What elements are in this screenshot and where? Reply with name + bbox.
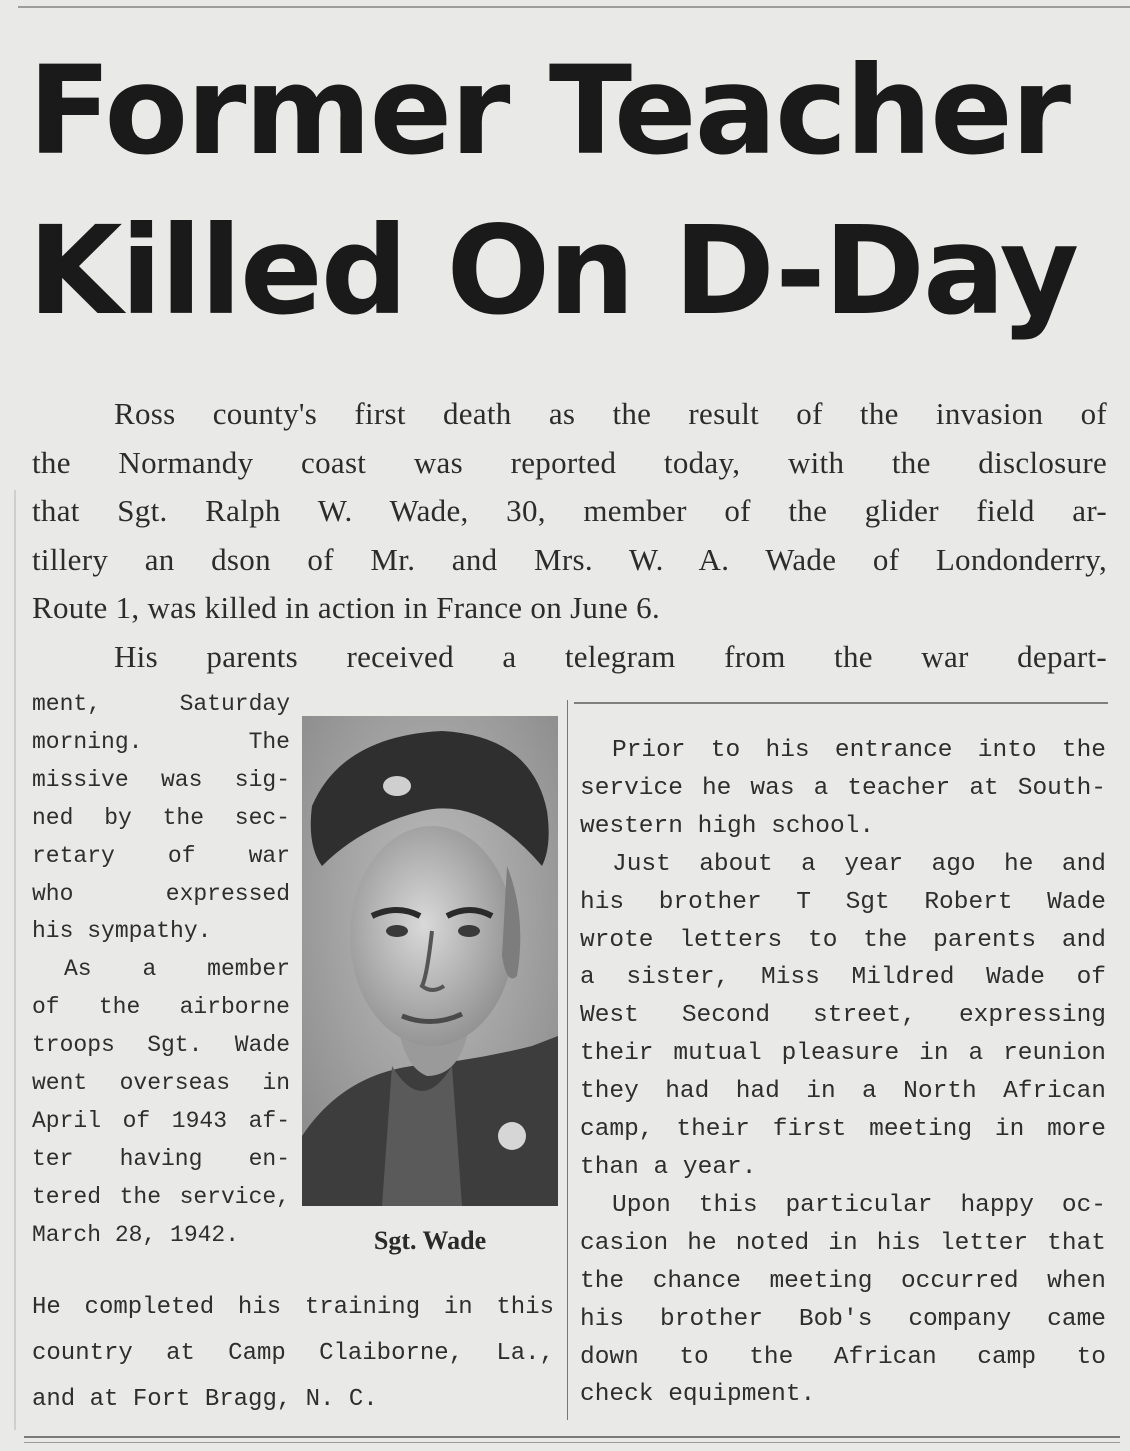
column-line: his brother Bob's company came (580, 1305, 1106, 1333)
column-line: Prior to his entrance into the (612, 737, 1106, 764)
column-line: Upon this particular happy oc- (612, 1191, 1106, 1219)
column-line: his brother T Sgt Robert Wade (580, 888, 1106, 916)
column-line: his sympathy. (32, 918, 212, 945)
column-line: He completed his training in this (32, 1294, 554, 1321)
column-line: casion he noted in his letter that (580, 1229, 1106, 1257)
column-line: who expressed (32, 880, 290, 907)
lead-paragraph (32, 390, 1107, 681)
right-column (580, 732, 1106, 1414)
lead-line: His parents received a telegram from the war depart- (114, 638, 1107, 674)
lead-line: tillery an dson of Mr. and Mrs. W. A. Wade of Londonderry, (32, 541, 1107, 577)
column-line: March 28, 1942. (32, 1221, 240, 1248)
column-line: a sister, Miss Mildred Wade of (580, 964, 1106, 992)
column-line: than a year. (580, 1153, 757, 1181)
column-line: check equipment. (580, 1381, 816, 1409)
column-line: their mutual pleasure in a reunion (580, 1040, 1106, 1068)
narrow-column (32, 686, 290, 1255)
column-line: the chance meeting occurred when (580, 1267, 1106, 1295)
lead-line: that Sgt. Ralph W. Wade, 30, member of the glider field ar- (32, 493, 1107, 528)
headline-line-1: Former Teacher (28, 40, 1070, 182)
column-line: As a member (64, 956, 290, 983)
column-line: ned by the sec- (32, 804, 290, 831)
column-line: troops Sgt. Wade (32, 1032, 290, 1059)
bottom-rule (24, 1436, 1120, 1438)
lead-line: Route 1, was killed in action in France on June 6. (32, 590, 660, 625)
column-line: country at Camp Claiborne, La., (32, 1340, 554, 1367)
column-line: ter having en- (32, 1145, 290, 1172)
column-line: April of 1943 af- (32, 1107, 290, 1134)
column-line: wrote letters to the parents and (580, 926, 1106, 954)
column-line: western high school. (580, 812, 875, 840)
column-line: went overseas in (32, 1070, 290, 1097)
column-line: they had had in a North African (580, 1078, 1106, 1106)
bottom-rule-thin (24, 1442, 1120, 1443)
column-line: ment, Saturday (32, 691, 290, 717)
portrait-image (302, 716, 558, 1206)
column-line: down to the African camp to (580, 1343, 1106, 1371)
top-rule (18, 6, 1130, 8)
column-line: West Second street, expressing (580, 1002, 1106, 1030)
column-line: missive was sig- (32, 766, 290, 793)
left-margin-rule (14, 490, 16, 1430)
column-line: retary of war (32, 842, 290, 869)
column-line: camp, their first meeting in more (580, 1116, 1106, 1144)
column-line: Just about a year ago he and (612, 850, 1106, 878)
below-photo-paragraph (32, 1285, 554, 1423)
column-line: morning. The (32, 728, 290, 755)
right-column-rule (574, 702, 1108, 704)
photo-caption: Sgt. Wade (373, 1226, 487, 1255)
lead-line: the Normandy coast was reported today, with the disclosure (32, 444, 1107, 480)
soldier-portrait-photo (302, 716, 558, 1206)
column-divider (567, 700, 568, 1420)
lead-line: Ross county's first death as the result of the invasion of (114, 396, 1107, 431)
column-line: of the airborne (32, 994, 290, 1021)
column-line: service he was a teacher at South- (580, 774, 1106, 802)
column-line: and at Fort Bragg, N. C. (32, 1386, 378, 1413)
headline-line-2: Killed On D-Day (28, 200, 1078, 342)
column-line: tered the service, (32, 1183, 290, 1210)
